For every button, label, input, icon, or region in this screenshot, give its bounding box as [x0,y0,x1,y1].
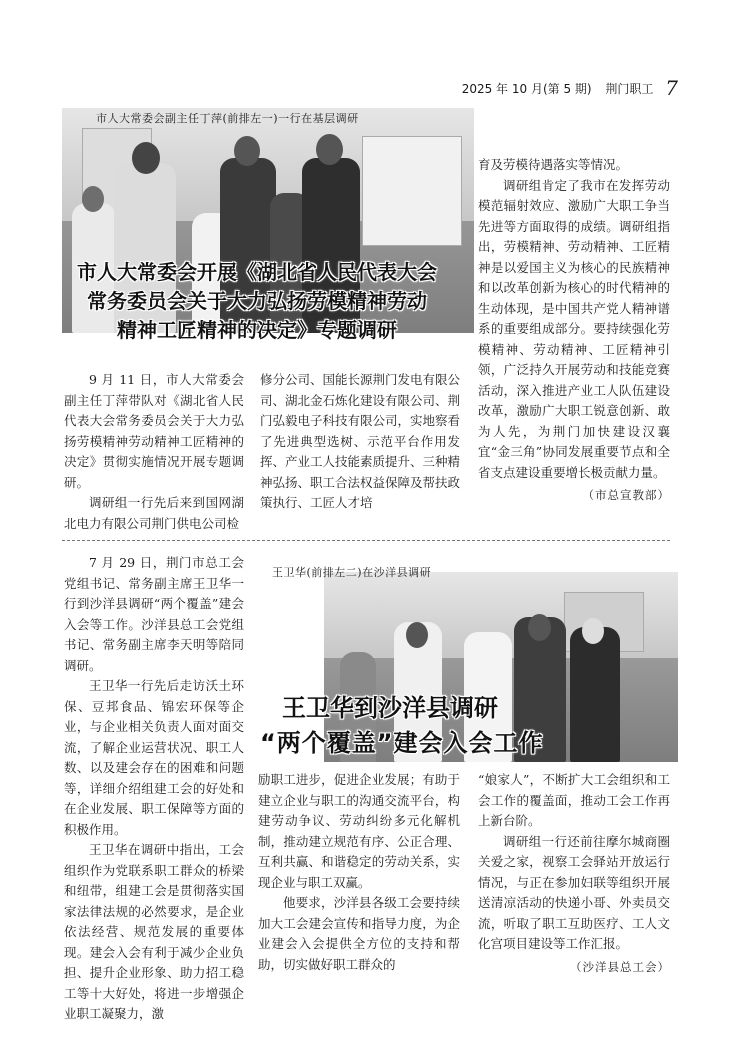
article1-paragraph: 修分公司、国能长源荆门发电有限公司、湖北金石炼化建设有限公司、荆门弘毅电子科技有限公司，实地察看了先进典型选树、示范平台作用发挥、产业工人技能素质提升、三种精神弘扬、职工合法权益保障及帮扶政策执行、工匠人才培 [260,372,461,510]
article2-paragraph: “娘家人”，不断扩大工会组织和工会工作的覆盖面，推动工会工作再上新台阶。 [478,772,670,828]
article1-paragraph: 调研组肯定了我市在发挥劳动模范辐射效应、激励广大职工争当先进等方面取得的成绩。调研组指出，劳模精神、劳动精神、工匠精神是以爱国主义为核心的民族精神和以改革创新为核心的时代精神的生动体现，是中国共产党人精神谱系的重要组成部分。要持续强化劳模精神、劳动精神、工匠精神引领，广泛持久开展劳动和技能竞赛活动，深入推进产业工人队伍建设改革，激励广大职工锐意创新、敢为人先，为荆门加快建设汉襄宜“金三角”协同发展重要节点和全省支点建设重要增长极贡献力量。 [478,177,670,480]
article2-column-1 [64,553,244,1025]
article1-paragraph: 育及劳模待遇落实等情况。 [478,157,629,172]
article1-column-2 [260,370,460,514]
article2-paragraph: 王卫华在调研中指出，工会组织作为党联系职工群众的桥梁和纽带，组建工会是贯彻落实国家法律法规的必然要求，是企业依法经营、规范发展的重要体现。建会入会有利于减少企业负担、提升企业形象、助力招工稳工等十大好处，将进一步增强企业职工凝聚力，激 [64,842,244,1021]
article2-column-3 [478,770,670,977]
article1-headline [42,258,472,345]
article1-headline-line3: 精神工匠精神的决定》专题调研 [117,318,397,342]
page-number: 7 [665,76,678,100]
issue-date: 2025 年 10 月(第 5 期) [461,82,592,96]
article1-headline-line2: 常务委员会关于大力弘扬劳模精神劳动 [87,289,427,313]
article2-paragraph: 王卫华一行先后走访沃土环保、豆邦食品、锦宏环保等企业，与企业相关负责人面对面交流，了解企业运营状况、职工人数、以及建会存在的困难和问题等，详细介绍组建工会的好处和在企业发展、职工保障等方面的积极作用。 [64,678,244,837]
article1-signature: （市总宣教部） [582,488,670,502]
article1-paragraph: 9 月 11 日，市人大常委会副主任丁萍带队对《湖北省人民代表大会常务委员会关于大力弘扬劳模精神劳动精神工匠精神的决定》贯彻实施情况开展专题调研。 [64,372,244,490]
article2-paragraph: 7 月 29 日，荆门市总工会党组书记、常务副主席王卫华一行到沙洋县调研“两个覆盖”建会入会等工作。沙洋县总工会党组书记、常务副主席李天明等陪同调研。 [64,555,244,673]
article2-paragraph: 调研组一行还前往摩尔城商圈关爱之家，视察工会驿站开放运行情况，与正在参加妇联等组织开展送清凉活动的快递小哥、外卖员交流，听取了职工互助医疗、工人文化宫项目建设等工作汇报。 [478,833,670,951]
article2-column-2 [258,770,460,975]
article2-paragraph: 励职工进步，促进企业发展；有助于建立企业与职工的沟通交流平台，构建劳动争议、劳动纠纷多元化解机制，推动建立规范有序、公正合理、互利共赢、和谐稳定的劳动关系，实现企业与职工双赢。 [258,772,460,890]
article2-photo-caption: 王卫华(前排左二)在沙洋县调研 [272,566,432,579]
article2-headline-line2: “两个覆盖”建会入会工作 [260,729,544,757]
article1-column-1 [64,370,244,534]
article1-paragraph: 调研组一行先后来到国网湖北电力有限公司荆门供电公司检 [64,495,244,531]
article1-photo-caption: 市人大常委会副主任丁萍(前排左一)一行在基层调研 [96,112,359,125]
paper-name: 荆门职工 [605,82,654,96]
article2-headline-line1: 王卫华到沙洋县调研 [282,694,498,722]
article2-signature: （沙洋县总工会） [570,959,670,974]
page-header [462,76,678,100]
article1-headline-line1: 市人大常委会开展《湖北省人民代表大会 [77,260,437,284]
article2-paragraph: 他要求，沙洋县各级工会要持续加大工会建会宣传和指导力度，为企业建会入会提供全方位的支持和帮助，切实做好职工群众的 [258,895,460,972]
article-divider [62,540,670,541]
article1-column-3 [478,155,670,506]
